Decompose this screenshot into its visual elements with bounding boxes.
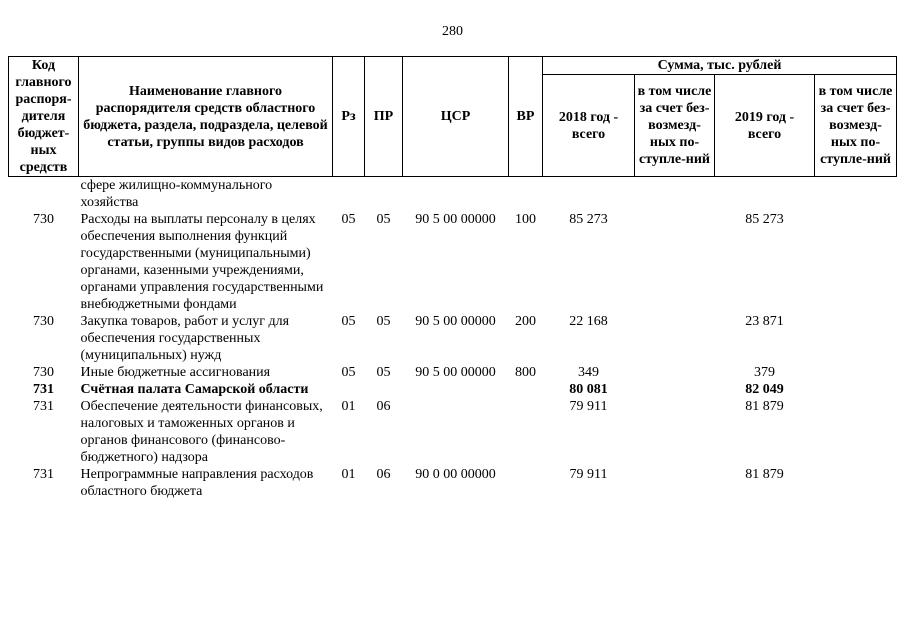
table-row: [9, 466, 897, 500]
cell-csr: [403, 398, 509, 466]
cell-name: Непрограммные направления расходов областного бюджета: [80, 467, 314, 499]
cell-vr: 100: [515, 212, 536, 227]
header-2019-total: 2019 год - всего: [715, 75, 815, 177]
cell-code: 730: [33, 314, 54, 329]
cell-pr: 06: [376, 467, 391, 482]
table-row: [9, 177, 897, 212]
cell-rz: 05: [341, 212, 356, 227]
cell-name: Иные бюджетные ассигнования: [80, 365, 271, 380]
cell-vr: 200: [515, 314, 536, 329]
cell-pr: 05: [376, 212, 391, 227]
cell-2019-total: 81 879: [745, 399, 784, 414]
cell-csr: 90 5 00 00000: [415, 212, 496, 227]
header-row-1: [9, 57, 897, 75]
cell-csr: [403, 381, 509, 398]
cell-vr: [509, 381, 543, 398]
header-vr: ВР: [509, 57, 543, 177]
cell-2019-total: 23 871: [745, 314, 784, 329]
cell-csr: [403, 177, 509, 212]
cell-code: 731: [33, 382, 54, 397]
cell-vr: 800: [515, 365, 536, 380]
header-2018-free: в том числе за счет без-возмезд-ных по-ступле-ний: [635, 75, 715, 177]
cell-2018-total: 349: [578, 365, 599, 380]
table-body: [9, 177, 897, 501]
cell-2018-free: [635, 313, 715, 364]
cell-2019-total: 85 273: [745, 212, 784, 227]
cell-name: сфере жилищно-коммунального хозяйства: [80, 178, 273, 210]
cell-2018-free: [635, 398, 715, 466]
table-row: [9, 211, 897, 313]
table-row: [9, 381, 897, 398]
cell-rz: [333, 381, 365, 398]
cell-code: 730: [33, 365, 54, 380]
cell-name: Расходы на выплаты персоналу в целях обеспечения выполнения функций государственными (муниципальными) органами, казенными учреждениями, органами управления государственными внебюджетными фондами: [80, 212, 324, 312]
cell-2018-free: [635, 364, 715, 381]
cell-code: 731: [33, 467, 54, 482]
cell-vr: [509, 177, 543, 212]
cell-pr: [365, 177, 403, 212]
cell-2019-free: [815, 364, 897, 381]
table-row: [9, 364, 897, 381]
cell-2019-free: [815, 177, 897, 212]
cell-2019-total: 81 879: [745, 467, 784, 482]
header-csr: ЦСР: [403, 57, 509, 177]
cell-rz: 01: [341, 467, 356, 482]
cell-vr: [509, 466, 543, 500]
cell-pr: 05: [376, 365, 391, 380]
cell-2018-total: [543, 177, 635, 212]
cell-name: Закупка товаров, работ и услуг для обеспечения государственных (муниципальных) нужд: [80, 314, 290, 363]
cell-2018-free: [635, 177, 715, 212]
cell-rz: 01: [341, 399, 356, 414]
cell-rz: 05: [341, 314, 356, 329]
cell-2018-total: 79 911: [569, 467, 608, 482]
budget-table: [8, 56, 897, 500]
cell-2019-free: [815, 466, 897, 500]
cell-2019-free: [815, 313, 897, 364]
header-2018-total: 2018 год - всего: [543, 75, 635, 177]
cell-2018-free: [635, 211, 715, 313]
header-rz: Рз: [333, 57, 365, 177]
cell-name: Счётная палата Самарской области: [80, 382, 309, 397]
cell-code: 731: [33, 399, 54, 414]
header-name: Наименование главного распорядителя средств областного бюджета, раздела, подраздела, целевой статьи, группы видов расходов: [79, 57, 333, 177]
cell-2018-total: 22 168: [569, 314, 608, 329]
header-code: Код главного распоря-дителя бюджет-ных средств: [9, 57, 79, 177]
header-pr: ПР: [365, 57, 403, 177]
cell-2019-total: 82 049: [745, 382, 784, 397]
table-row: [9, 398, 897, 466]
cell-2019-total: 379: [754, 365, 775, 380]
cell-name: Обеспечение деятельности финансовых, налоговых и таможенных органов и органов финансового (финансово-бюджетного) надзора: [80, 399, 323, 465]
cell-csr: 90 5 00 00000: [415, 314, 496, 329]
cell-pr: [365, 381, 403, 398]
cell-pr: 05: [376, 314, 391, 329]
cell-csr: 90 5 00 00000: [415, 365, 496, 380]
cell-code: 730: [33, 212, 54, 227]
cell-2019-free: [815, 211, 897, 313]
cell-2019-free: [815, 398, 897, 466]
cell-2018-free: [635, 466, 715, 500]
cell-2018-total: 85 273: [569, 212, 608, 227]
cell-rz: [333, 177, 365, 212]
table-row: [9, 313, 897, 364]
cell-2019-free: [815, 381, 897, 398]
cell-2018-total: 79 911: [569, 399, 608, 414]
cell-vr: [509, 398, 543, 466]
cell-2018-total: 80 081: [569, 382, 608, 397]
cell-pr: 06: [376, 399, 391, 414]
header-sum: Сумма, тыс. рублей: [543, 57, 897, 75]
cell-2019-total: [715, 177, 815, 212]
page-number: 280: [442, 24, 463, 39]
cell-rz: 05: [341, 365, 356, 380]
cell-2018-free: [635, 381, 715, 398]
header-2019-free: в том числе за счет без-возмезд-ных по-ступле-ний: [815, 75, 897, 177]
cell-code: [9, 177, 79, 212]
cell-csr: 90 0 00 00000: [415, 467, 496, 482]
